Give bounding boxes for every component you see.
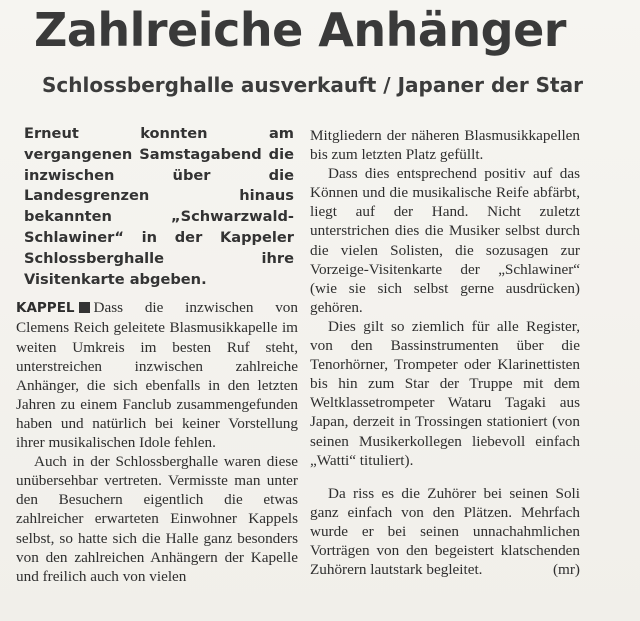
article-paragraph-3: Mitgliedern der näheren Blasmusikkapellen bis zum letzten Platz gefüllt. bbox=[310, 127, 580, 164]
column-left bbox=[16, 124, 298, 586]
article-paragraph-6 bbox=[310, 484, 580, 579]
paragraph-gap bbox=[310, 470, 580, 484]
headline: Zahlreiche Anhänger bbox=[34, 3, 566, 57]
column-right bbox=[310, 126, 580, 579]
lead-paragraph: Erneut konnten am vergangenen Samstagabend die inzwischen über die Landesgrenzen hinaus bekannten „Schwarzwald-Schlawiner“ in der Kappeler Schlossberghalle ihre Visitenkarte abgeben. bbox=[24, 125, 294, 288]
article-paragraph-4: Dass dies entsprechend positiv auf das Können und die musikalische Reife abfärbt, liegt auf der Hand. Nicht zuletzt unterstrichen dies die Musiker selbst durch die vielen Solisten, die sozusagen zur Vorzeige-Visitenkarte der „Schlawiner“ (wie sie sich selbst gerne ausdrücken) gehören. bbox=[310, 165, 580, 316]
article-paragraph-2: Auch in der Schlossberghalle waren diese unübersehbar vertreten. Vermisste man unter den Besuchern eigentlich die etwas zahlreicher erwarteten Einwohner Kappels selbst, so hatte sich die Halle ganz besonders von den zahlreichen Anhängern der Kapelle und freilich auch von vielen bbox=[16, 453, 298, 585]
square-bullet-icon bbox=[79, 302, 90, 313]
paragraph-1-text: Dass die inzwischen von Clemens Reich geleitete Blasmusikkapelle im weiten Umkreis im besten Ruf steht, unterstreichen inzwischen zahlreiche Anhänger, die sich ebenfalls in den letzten Jahren zu einem Fanclub zusammengefunden haben und natürlich bei keiner Vorstellung ihrer musikalischen Idole fehlen. bbox=[16, 299, 298, 452]
dateline: KAPPEL bbox=[16, 300, 75, 317]
article-paragraph-1 bbox=[16, 298, 298, 452]
paragraph-6-text: Da riss es die Zuhörer bei seinen Soli ganz einfach von den Plätzen. Mehrfach wurde er bei seinen unnachahmlichen Vorträgen von den begeistert klatschenden Zuhörern lautstark begleitet. bbox=[310, 484, 580, 579]
author-initials: (mr) bbox=[553, 561, 580, 579]
article-paragraph-5: Dies gilt so ziemlich für alle Register, von den Bassinstrumenten über die Tenorhörner, Trompeter oder Klarinettisten bis hin zum Star der Truppe mit dem Weltklassetrompeter Wataru Tagaki aus Japan, derzeit in Trossingen stationiert (von seinen Musikerkollegen liebevoll einfach „Watti“ tituliert). bbox=[310, 317, 580, 469]
subheadline: Schlossberghalle ausverkauft / Japaner der Star bbox=[42, 73, 583, 97]
